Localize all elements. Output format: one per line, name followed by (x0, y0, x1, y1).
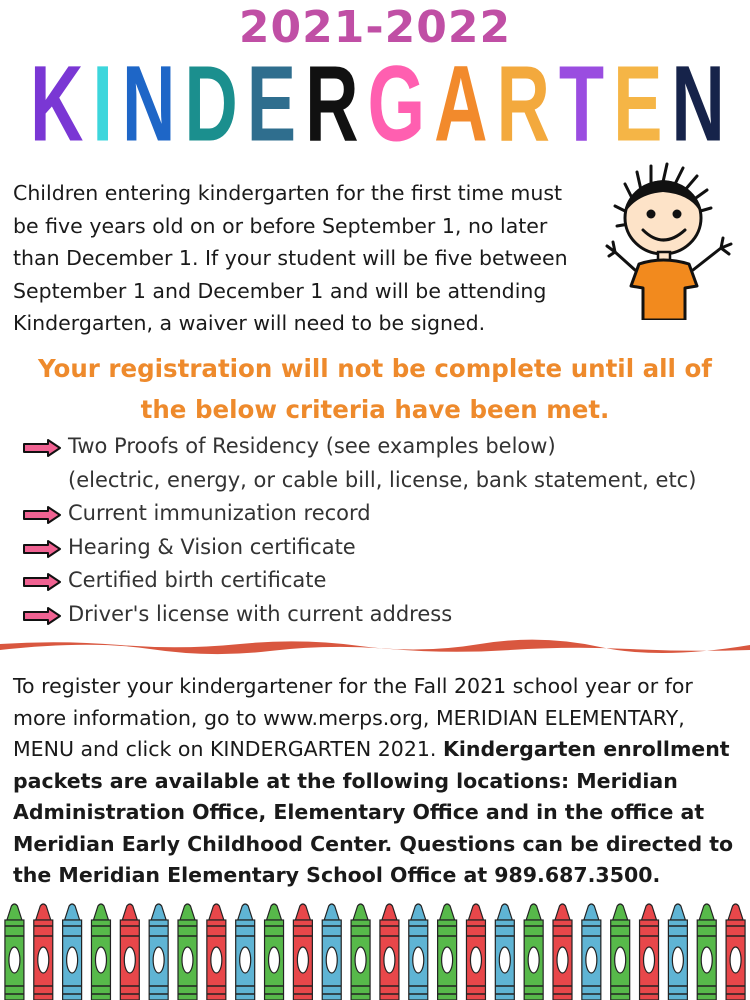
intro-paragraph: Children entering kindergarten for the first time must be five years old on or before September 1, no later than December 1. If your student will be five between September 1 and December 1 and will be attending Kindergarten, a waiver will need to be signed. (13, 181, 568, 335)
crayon (149, 904, 168, 1000)
crayon (351, 904, 370, 1000)
notice-line-1: Your registration will not be complete until all of (38, 354, 712, 383)
arrow-icon (22, 607, 62, 625)
crayon (265, 904, 284, 1000)
crayon (34, 904, 53, 1000)
crayon (63, 904, 82, 1000)
year-heading: 2021-2022 (238, 2, 512, 53)
title-letter: N (671, 43, 725, 164)
criteria-item-label: Driver's license with current address (68, 601, 453, 626)
crayon (5, 904, 24, 1000)
crayon (380, 904, 399, 1000)
registration-info (13, 671, 743, 892)
arrow-icon (22, 506, 62, 524)
arrow-icon (22, 439, 62, 457)
title-letter: A (434, 43, 488, 164)
crayon (438, 904, 457, 1000)
title-letter: T (558, 43, 605, 164)
crayon (553, 904, 572, 1000)
criteria-item (22, 430, 742, 497)
crayon (495, 904, 514, 1000)
registration-notice (0, 348, 750, 430)
crayon (466, 904, 485, 1000)
crayon (524, 904, 543, 1000)
criteria-item-label: Two Proofs of Residency (see examples below) (68, 434, 556, 458)
crayon (91, 904, 110, 1000)
notice-line-2: the below criteria have been met. (140, 395, 610, 424)
criteria-item-label: Hearing & Vision certificate (68, 534, 356, 559)
criteria-item (22, 598, 742, 632)
registration-instructions: To register your kindergartener for the Fall 2021 school year or for more information, go to www.merps.org, MERIDIAN ELEMENTARY, MENU and click on KINDERGARTEN 2021. (13, 674, 693, 761)
crayon (178, 904, 197, 1000)
crayon (582, 904, 601, 1000)
title-letter: E (246, 43, 297, 164)
title-letter: K (30, 43, 84, 164)
crayon (236, 904, 255, 1000)
title-letter: G (367, 43, 426, 164)
criteria-item (22, 531, 742, 565)
title-letter: D (184, 43, 238, 164)
divider-line (0, 636, 750, 656)
child-illustration (605, 160, 745, 320)
crayon (726, 904, 745, 1000)
criteria-item-label: Current immunization record (68, 501, 371, 525)
kindergarten-title (30, 43, 725, 164)
crayon (409, 904, 428, 1000)
crayon-border (0, 902, 750, 1000)
arrow-icon (22, 573, 62, 591)
criteria-item (22, 497, 742, 531)
criteria-item-label: Certified birth certificate (68, 568, 327, 592)
crayon (207, 904, 226, 1000)
crayon (611, 904, 630, 1000)
criteria-item (22, 564, 742, 598)
crayon (640, 904, 659, 1000)
title-letter: I (92, 43, 113, 164)
enrollment-packets-info: Kindergarten enrollment packets are available at the following locations: Meridian Administration Office, Elementary Office and in the office at Meridian Early Childhood Center. Questions can be directed to the Meridian Elementary School Office at 989.687.3500. (13, 737, 734, 887)
crayon (697, 904, 716, 1000)
criteria-list (22, 430, 742, 631)
crayon (293, 904, 312, 1000)
title-letter: R (305, 43, 359, 164)
crayon (668, 904, 687, 1000)
title-letter: R (496, 43, 550, 164)
criteria-item-detail: (electric, energy, or cable bill, license, bank statement, etc) (68, 467, 697, 492)
crayon (322, 904, 341, 1000)
title-letter: N (121, 43, 176, 164)
crayon (120, 904, 139, 1000)
arrow-icon (22, 540, 62, 558)
title-letter: E (613, 43, 663, 164)
